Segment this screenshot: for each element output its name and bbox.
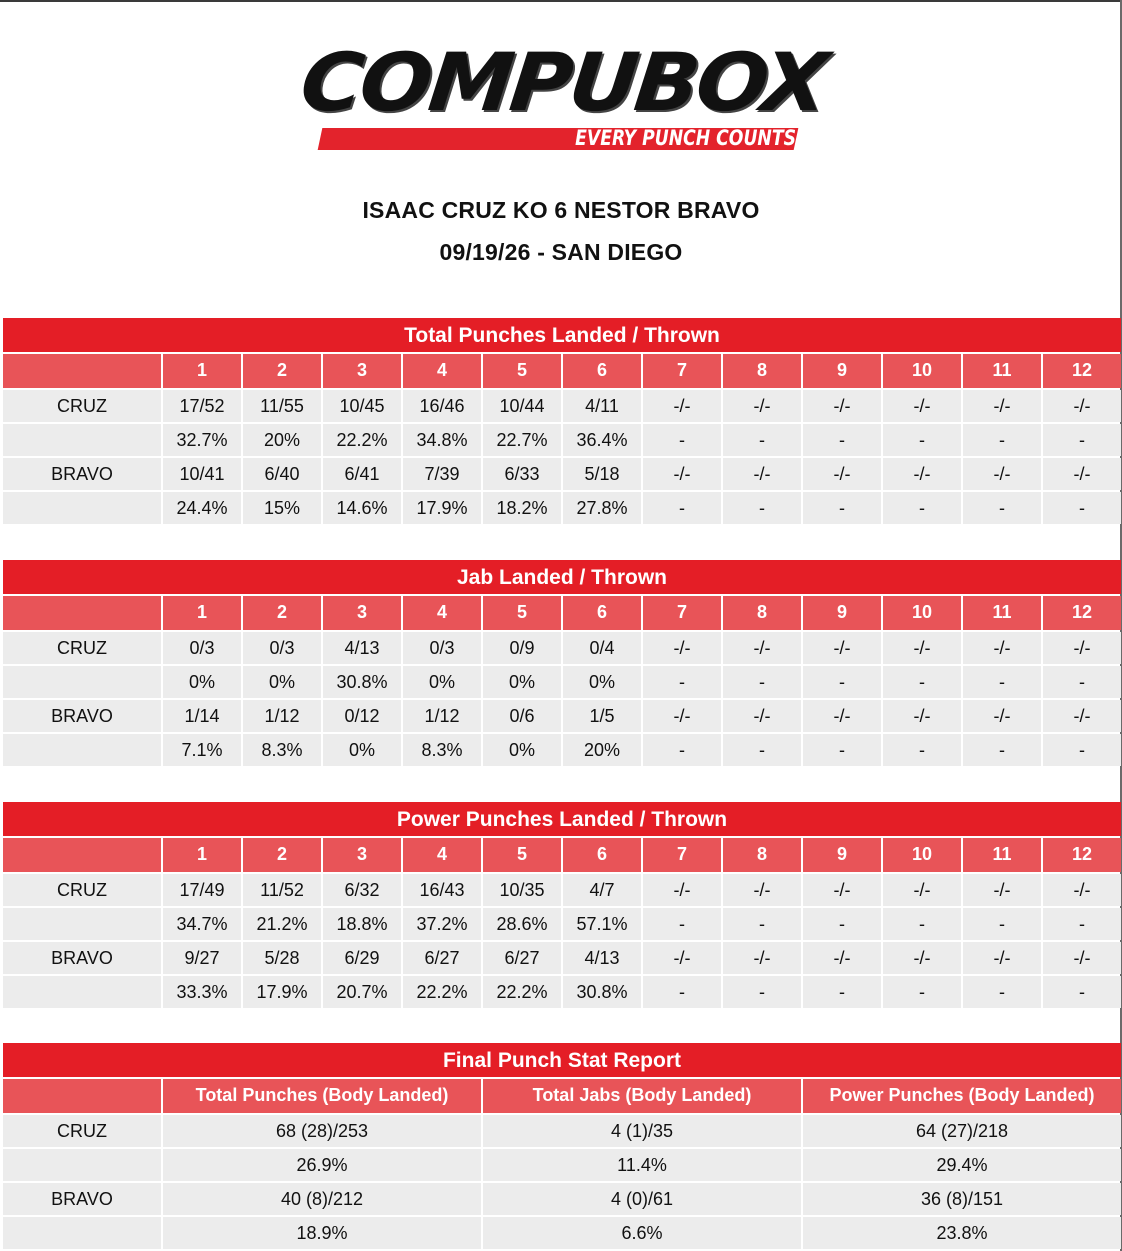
percent-cell: - [723, 908, 801, 940]
count-cell: 16/46 [403, 390, 481, 422]
fighter-name: BRAVO [3, 700, 161, 732]
count-cell: 11/55 [243, 390, 321, 422]
percent-cell: - [643, 424, 721, 456]
count-cell: -/- [723, 458, 801, 490]
percent-cell: - [963, 976, 1041, 1008]
fighter-count-row [3, 458, 1121, 490]
percent-cell: 11.4% [483, 1149, 801, 1181]
column-header: 3 [323, 838, 401, 872]
percent-cell: 21.2% [243, 908, 321, 940]
header-blank [3, 354, 161, 388]
count-cell: 11/52 [243, 874, 321, 906]
header-row [3, 596, 1121, 630]
table-title: Power Punches Landed / Thrown [3, 802, 1121, 836]
count-cell: -/- [1043, 390, 1121, 422]
percent-cell: 0% [163, 666, 241, 698]
fighter-percent-row [3, 666, 1121, 698]
table-title: Jab Landed / Thrown [3, 560, 1121, 594]
count-cell: 9/27 [163, 942, 241, 974]
column-header: 1 [163, 838, 241, 872]
percent-cell: - [643, 976, 721, 1008]
count-cell: 40 (8)/212 [163, 1183, 481, 1215]
count-cell: 6/33 [483, 458, 561, 490]
percent-cell: 0% [483, 666, 561, 698]
percent-cell: - [803, 908, 881, 940]
percent-cell: 17.9% [243, 976, 321, 1008]
count-cell: -/- [963, 632, 1041, 664]
logo-wordmark: COMPUBOX [296, 36, 830, 129]
count-cell: -/- [883, 700, 961, 732]
count-cell: 6/29 [323, 942, 401, 974]
count-cell: 7/39 [403, 458, 481, 490]
count-cell: 17/52 [163, 390, 241, 422]
percent-cell: 0% [403, 666, 481, 698]
percent-cell: 30.8% [563, 976, 641, 1008]
percent-cell: - [883, 908, 961, 940]
percent-cell: - [803, 424, 881, 456]
count-cell: -/- [1043, 632, 1121, 664]
name-spacer [3, 1149, 161, 1181]
stat-table [3, 1043, 1121, 1249]
percent-cell: - [803, 492, 881, 524]
column-header: 11 [963, 838, 1041, 872]
count-cell: 4/13 [563, 942, 641, 974]
table-title: Final Punch Stat Report [3, 1043, 1121, 1077]
percent-cell: - [1043, 976, 1121, 1008]
compubox-logo [296, 36, 830, 174]
percent-cell: - [883, 734, 961, 766]
fighter-name: CRUZ [3, 390, 161, 422]
column-header: Total Jabs (Body Landed) [483, 1079, 801, 1113]
fighter-name: BRAVO [3, 942, 161, 974]
count-cell: -/- [723, 700, 801, 732]
count-cell: 64 (27)/218 [803, 1115, 1121, 1147]
percent-cell: 18.9% [163, 1217, 481, 1249]
count-cell: -/- [1043, 458, 1121, 490]
percent-cell: 0% [323, 734, 401, 766]
fighter-count-row [3, 942, 1121, 974]
name-spacer [3, 492, 161, 524]
count-cell: 5/18 [563, 458, 641, 490]
percent-cell: 20% [563, 734, 641, 766]
column-header: 7 [643, 354, 721, 388]
column-header: 11 [963, 596, 1041, 630]
count-cell: 4/7 [563, 874, 641, 906]
count-cell: -/- [723, 632, 801, 664]
count-cell: 6/41 [323, 458, 401, 490]
column-header: 6 [563, 354, 641, 388]
fighter-percent-row [3, 734, 1121, 766]
percent-cell: 15% [243, 492, 321, 524]
percent-cell: 22.2% [323, 424, 401, 456]
count-cell: -/- [1043, 874, 1121, 906]
count-cell: 10/35 [483, 874, 561, 906]
count-cell: 68 (28)/253 [163, 1115, 481, 1147]
count-cell: 1/12 [403, 700, 481, 732]
percent-cell: - [963, 908, 1041, 940]
count-cell: -/- [803, 632, 881, 664]
fighter-count-row [3, 1183, 1121, 1215]
count-cell: -/- [963, 942, 1041, 974]
count-cell: 6/40 [243, 458, 321, 490]
column-header: 5 [483, 596, 561, 630]
fighter-name: CRUZ [3, 874, 161, 906]
percent-cell: 8.3% [403, 734, 481, 766]
count-cell: 0/3 [163, 632, 241, 664]
column-header: 8 [723, 354, 801, 388]
column-header: 12 [1043, 596, 1121, 630]
column-header: 11 [963, 354, 1041, 388]
column-header: 9 [803, 354, 881, 388]
percent-cell: - [803, 976, 881, 1008]
column-header: Power Punches (Body Landed) [803, 1079, 1121, 1113]
count-cell: -/- [803, 874, 881, 906]
fighter-percent-row [3, 424, 1121, 456]
column-header: 3 [323, 354, 401, 388]
count-cell: -/- [883, 632, 961, 664]
count-cell: 1/12 [243, 700, 321, 732]
name-spacer [3, 1217, 161, 1249]
count-cell: -/- [803, 942, 881, 974]
percent-cell: 33.3% [163, 976, 241, 1008]
column-header: 1 [163, 596, 241, 630]
column-header: 10 [883, 354, 961, 388]
percent-cell: 14.6% [323, 492, 401, 524]
count-cell: -/- [883, 458, 961, 490]
count-cell: -/- [643, 458, 721, 490]
percent-cell: - [643, 908, 721, 940]
column-header: 5 [483, 838, 561, 872]
fighter-count-row [3, 390, 1121, 422]
table-title: Total Punches Landed / Thrown [3, 318, 1121, 352]
percent-cell: 7.1% [163, 734, 241, 766]
column-header: 9 [803, 596, 881, 630]
count-cell: -/- [723, 390, 801, 422]
percent-cell: 30.8% [323, 666, 401, 698]
fighter-percent-row [3, 492, 1121, 524]
header-blank [3, 1079, 161, 1113]
count-cell: -/- [643, 390, 721, 422]
column-header: 5 [483, 354, 561, 388]
count-cell: 5/28 [243, 942, 321, 974]
percent-cell: - [1043, 424, 1121, 456]
name-spacer [3, 908, 161, 940]
percent-cell: - [883, 492, 961, 524]
percent-cell: - [1043, 492, 1121, 524]
count-cell: 10/44 [483, 390, 561, 422]
fighter-percent-row [3, 976, 1121, 1008]
percent-cell: 0% [483, 734, 561, 766]
column-header: 3 [323, 596, 401, 630]
count-cell: -/- [883, 390, 961, 422]
name-spacer [3, 976, 161, 1008]
count-cell: 0/4 [563, 632, 641, 664]
percent-cell: - [883, 976, 961, 1008]
count-cell: -/- [963, 390, 1041, 422]
count-cell: 17/49 [163, 874, 241, 906]
header-row [3, 1079, 1121, 1113]
percent-cell: 57.1% [563, 908, 641, 940]
stat-table [3, 318, 1121, 524]
percent-cell: - [883, 666, 961, 698]
count-cell: 1/5 [563, 700, 641, 732]
count-cell: 4 (1)/35 [483, 1115, 801, 1147]
count-cell: 10/41 [163, 458, 241, 490]
percent-cell: - [963, 492, 1041, 524]
header-blank [3, 838, 161, 872]
count-cell: -/- [643, 632, 721, 664]
column-header: 1 [163, 354, 241, 388]
percent-cell: 36.4% [563, 424, 641, 456]
stat-table [3, 560, 1121, 766]
fighter-count-row [3, 700, 1121, 732]
count-cell: 4 (0)/61 [483, 1183, 801, 1215]
percent-cell: - [643, 666, 721, 698]
fighter-count-row [3, 874, 1121, 906]
column-header: 10 [883, 838, 961, 872]
percent-cell: - [803, 666, 881, 698]
column-header: 4 [403, 354, 481, 388]
name-spacer [3, 734, 161, 766]
fighter-count-row [3, 632, 1121, 664]
percent-cell: - [1043, 734, 1121, 766]
percent-cell: - [883, 424, 961, 456]
count-cell: 4/13 [323, 632, 401, 664]
top-border [0, 0, 1122, 2]
fighter-percent-row [3, 1217, 1121, 1249]
count-cell: 0/3 [403, 632, 481, 664]
percent-cell: 8.3% [243, 734, 321, 766]
count-cell: 6/27 [403, 942, 481, 974]
percent-cell: 28.6% [483, 908, 561, 940]
count-cell: 10/45 [323, 390, 401, 422]
count-cell: -/- [1043, 942, 1121, 974]
count-cell: 36 (8)/151 [803, 1183, 1121, 1215]
percent-cell: 37.2% [403, 908, 481, 940]
fight-title: ISAAC CRUZ KO 6 NESTOR BRAVO [362, 197, 760, 223]
percent-cell: - [723, 492, 801, 524]
column-header: 12 [1043, 354, 1121, 388]
percent-cell: 22.7% [483, 424, 561, 456]
header-blank [3, 596, 161, 630]
percent-cell: - [963, 734, 1041, 766]
column-header: 9 [803, 838, 881, 872]
column-header: 4 [403, 838, 481, 872]
percent-cell: - [963, 424, 1041, 456]
name-spacer [3, 666, 161, 698]
percent-cell: 23.8% [803, 1217, 1121, 1249]
percent-cell: 27.8% [563, 492, 641, 524]
percent-cell: - [723, 424, 801, 456]
count-cell: 0/3 [243, 632, 321, 664]
percent-cell: 22.2% [483, 976, 561, 1008]
percent-cell: - [723, 976, 801, 1008]
percent-cell: 20% [243, 424, 321, 456]
percent-cell: 22.2% [403, 976, 481, 1008]
fighter-percent-row [3, 908, 1121, 940]
percent-cell: 17.9% [403, 492, 481, 524]
column-header: 8 [723, 838, 801, 872]
count-cell: -/- [803, 390, 881, 422]
column-header: 2 [243, 838, 321, 872]
percent-cell: 26.9% [163, 1149, 481, 1181]
fighter-name: BRAVO [3, 458, 161, 490]
percent-cell: 29.4% [803, 1149, 1121, 1181]
count-cell: 0/9 [483, 632, 561, 664]
percent-cell: 0% [563, 666, 641, 698]
percent-cell: - [1043, 908, 1121, 940]
stat-table [3, 802, 1121, 1008]
column-header: 8 [723, 596, 801, 630]
count-cell: -/- [803, 700, 881, 732]
fight-date-location: 09/19/26 - SAN DIEGO [439, 239, 683, 265]
count-cell: -/- [643, 700, 721, 732]
fighter-name: BRAVO [3, 1183, 161, 1215]
percent-cell: - [723, 666, 801, 698]
count-cell: -/- [963, 874, 1041, 906]
count-cell: -/- [883, 874, 961, 906]
count-cell: 6/27 [483, 942, 561, 974]
count-cell: 4/11 [563, 390, 641, 422]
fighter-name: CRUZ [3, 1115, 161, 1147]
percent-cell: 20.7% [323, 976, 401, 1008]
percent-cell: 34.7% [163, 908, 241, 940]
percent-cell: 24.4% [163, 492, 241, 524]
name-spacer [3, 424, 161, 456]
percent-cell: - [643, 734, 721, 766]
percent-cell: 18.8% [323, 908, 401, 940]
column-header: 4 [403, 596, 481, 630]
column-header: 10 [883, 596, 961, 630]
logo-tagline: EVERY PUNCH COUNTS EST. 1985 [575, 126, 796, 174]
percent-cell: - [723, 734, 801, 766]
percent-cell: - [803, 734, 881, 766]
count-cell: -/- [643, 942, 721, 974]
fighter-count-row [3, 1115, 1121, 1147]
header-row [3, 354, 1121, 388]
count-cell: -/- [1043, 700, 1121, 732]
percent-cell: 34.8% [403, 424, 481, 456]
count-cell: 6/32 [323, 874, 401, 906]
count-cell: -/- [883, 942, 961, 974]
column-header: Total Punches (Body Landed) [163, 1079, 481, 1113]
percent-cell: - [643, 492, 721, 524]
column-header: 2 [243, 354, 321, 388]
count-cell: -/- [643, 874, 721, 906]
count-cell: 16/43 [403, 874, 481, 906]
column-header: 7 [643, 838, 721, 872]
column-header: 12 [1043, 838, 1121, 872]
percent-cell: 0% [243, 666, 321, 698]
count-cell: -/- [963, 458, 1041, 490]
header-row [3, 838, 1121, 872]
count-cell: 0/12 [323, 700, 401, 732]
fighter-percent-row [3, 1149, 1121, 1181]
count-cell: -/- [723, 874, 801, 906]
percent-cell: 18.2% [483, 492, 561, 524]
column-header: 2 [243, 596, 321, 630]
percent-cell: 6.6% [483, 1217, 801, 1249]
percent-cell: - [963, 666, 1041, 698]
count-cell: -/- [963, 700, 1041, 732]
count-cell: 0/6 [483, 700, 561, 732]
fighter-name: CRUZ [3, 632, 161, 664]
column-header: 6 [563, 838, 641, 872]
percent-cell: 32.7% [163, 424, 241, 456]
column-header: 7 [643, 596, 721, 630]
count-cell: 1/14 [163, 700, 241, 732]
count-cell: -/- [803, 458, 881, 490]
percent-cell: - [1043, 666, 1121, 698]
column-header: 6 [563, 596, 641, 630]
count-cell: -/- [723, 942, 801, 974]
